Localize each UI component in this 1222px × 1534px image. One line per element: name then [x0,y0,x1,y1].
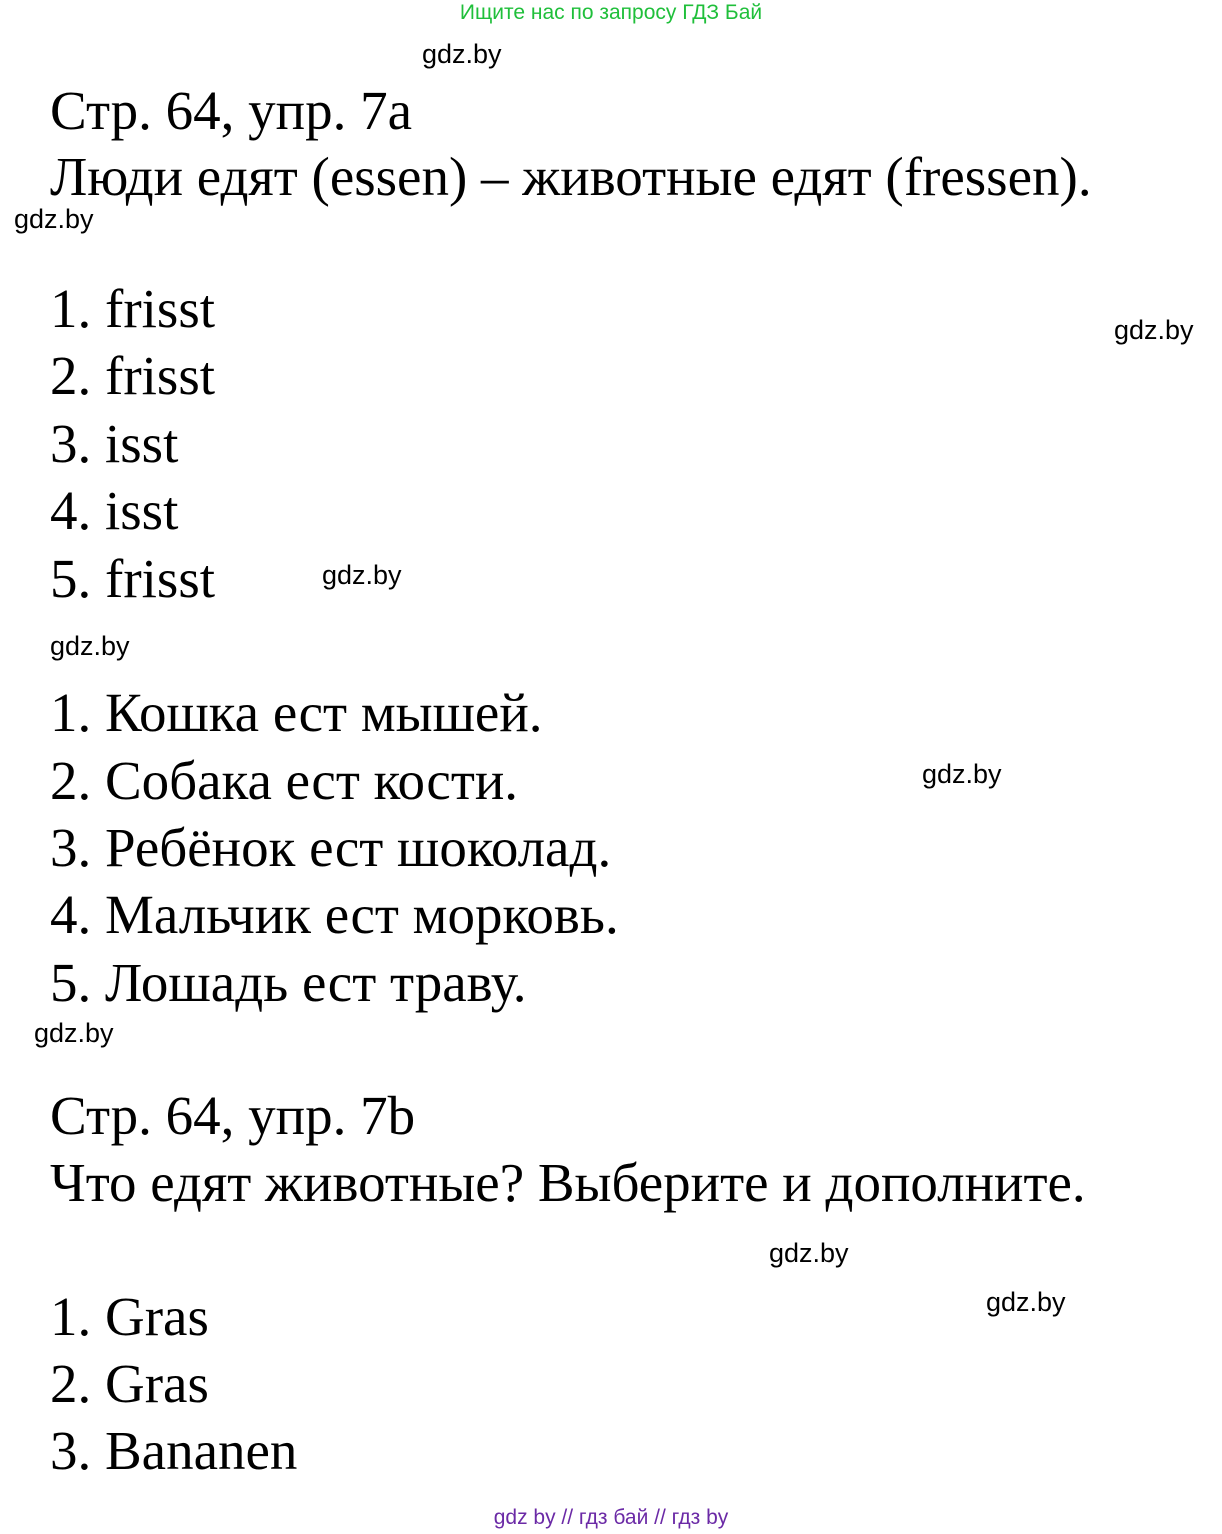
list-item: 2. Gras [50,1353,209,1414]
list-item: 1. Gras [50,1286,209,1347]
list-item: 2. Собака ест кости. [50,750,519,811]
section-b-subtitle: Что едят животные? Выберите и дополните. [50,1152,1086,1213]
section-a-heading: Стр. 64, упр. 7a [50,80,413,141]
list-item: 2. frisst [50,345,215,406]
section-a-subtitle: Люди едят (essen) – животные едят (fressen). [50,146,1092,207]
list-item: 4. Мальчик ест морковь. [50,884,619,945]
list-item: 1. Кошка ест мышей. [50,682,543,743]
list-item: 5. Лошадь ест траву. [50,952,527,1013]
list-item: 3. Ребёнок ест шоколад. [50,817,612,878]
list-item: 3. Bananen [50,1420,298,1481]
watermark: gdz.by [34,1018,114,1048]
watermark: gdz.by [322,560,402,590]
list-item: 4. isst [50,480,179,541]
watermark: gdz.by [769,1238,849,1268]
list-item: 1. frisst [50,278,215,339]
search-banner[interactable]: Ищите нас по запросу ГДЗ Бай [459,1,763,24]
footer-links[interactable]: gdz by // гдз бай // гдз by [493,1506,729,1529]
list-item: 3. isst [50,413,179,474]
watermark: gdz.by [50,631,130,661]
watermark: gdz.by [422,39,502,69]
watermark: gdz.by [14,204,94,234]
list-item: 5. frisst [50,548,215,609]
section-b-heading: Стр. 64, упр. 7b [50,1085,416,1146]
watermark: gdz.by [986,1287,1066,1317]
watermark: gdz.by [922,759,1002,789]
watermark: gdz.by [1114,315,1194,345]
